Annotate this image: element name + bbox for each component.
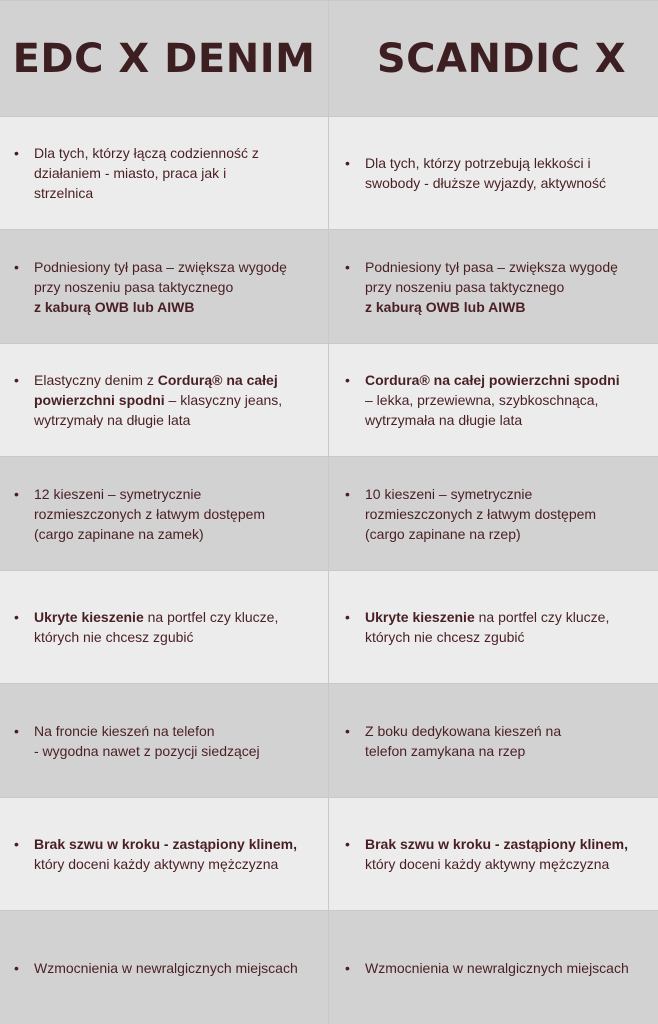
feature-text-segment: Elastyczny denim z xyxy=(34,372,158,388)
bullet-icon: • xyxy=(345,609,350,625)
feature-text-segment: – lekka, przewiewna, szybkoschnąca, wytrzymała na długie lata xyxy=(365,392,599,428)
feature-text-segment: – klasyczny jeans, wytrzymały na długie lata xyxy=(34,392,283,428)
feature-cell-right xyxy=(329,798,658,911)
list-item xyxy=(345,257,650,317)
feature-text-segment: Z boku dedykowana kieszeń na telefon zamykana na rzep xyxy=(365,722,562,759)
feature-text-bold: Ukryte kieszenie xyxy=(34,609,144,625)
bullet-icon: • xyxy=(345,155,350,171)
feature-cell-left xyxy=(0,457,329,571)
feature-text xyxy=(34,834,320,874)
feature-text xyxy=(34,370,320,430)
header-left-title: EDC X DENIM xyxy=(12,35,316,82)
feature-cell-right xyxy=(329,344,658,457)
feature-text-bold: Ukryte kieszenie xyxy=(365,609,475,625)
feature-text-segment: Podniesiony tył pasa – zwiększa wygodę przy noszeniu pasa taktycznego xyxy=(34,258,287,295)
bullet-icon: • xyxy=(14,959,19,976)
feature-text-segment: Wzmocnienia w newralgicznych miejscach xyxy=(365,959,629,976)
feature-text xyxy=(365,153,650,193)
feature-cell-right xyxy=(329,117,658,230)
list-item xyxy=(14,607,320,647)
feature-text xyxy=(365,834,650,874)
feature-cell-right xyxy=(329,571,658,684)
list-item xyxy=(14,721,320,761)
feature-cell-left xyxy=(0,911,329,1024)
feature-text xyxy=(34,143,320,203)
feature-cell-right xyxy=(329,911,658,1024)
list-item xyxy=(345,834,650,874)
bullet-icon: • xyxy=(14,722,19,739)
feature-text xyxy=(34,607,320,647)
feature-cell-left xyxy=(0,344,329,457)
bullet-icon: • xyxy=(345,485,350,502)
feature-text-bold: Cordura® na całej powierzchni spodni xyxy=(365,372,620,388)
feature-text xyxy=(34,257,320,317)
bullet-icon: • xyxy=(14,836,19,852)
feature-cell-left xyxy=(0,684,329,798)
feature-text-segment: na portfel czy klucze, których nie chcesz zgubić xyxy=(34,609,279,645)
list-item xyxy=(345,153,650,193)
list-item xyxy=(14,257,320,317)
feature-text-bold: z kaburą OWB lub AIWB xyxy=(34,298,195,315)
feature-text-bold: Cordurą® na całej powierzchni spodni xyxy=(34,372,278,408)
feature-text-segment: 10 kieszeni – symetrycznie rozmieszczonych z łatwym dostępem (cargo zapinane na rzep) xyxy=(365,485,597,542)
bullet-icon: • xyxy=(345,258,350,275)
bullet-icon: • xyxy=(14,485,19,502)
feature-text xyxy=(365,484,650,544)
bullet-icon: • xyxy=(14,609,19,625)
bullet-icon: • xyxy=(14,372,19,388)
feature-cell-left xyxy=(0,230,329,344)
bullet-icon: • xyxy=(345,959,350,976)
feature-text xyxy=(34,721,320,761)
feature-cell-right xyxy=(329,457,658,571)
bullet-icon: • xyxy=(14,145,19,161)
feature-text-bold: Brak szwu w kroku - zastąpiony klinem, xyxy=(34,836,297,852)
feature-text-segment: Dla tych, którzy potrzebują lekkości i swobody - dłuższe wyjazdy, aktywność xyxy=(365,155,606,191)
bullet-icon: • xyxy=(345,722,350,739)
feature-cell-left xyxy=(0,798,329,911)
list-item xyxy=(14,834,320,874)
list-item xyxy=(345,721,650,761)
feature-text-segment: Podniesiony tył pasa – zwiększa wygodę przy noszeniu pasa taktycznego xyxy=(365,258,618,295)
list-item xyxy=(345,484,650,544)
feature-text xyxy=(365,607,650,647)
feature-text-bold: Brak szwu w kroku - zastąpiony klinem, xyxy=(365,836,628,852)
feature-cell-left xyxy=(0,117,329,230)
list-item xyxy=(14,143,320,203)
feature-cell-left xyxy=(0,571,329,684)
header-right-title: SCANDIC X xyxy=(376,35,627,82)
feature-text-segment: 12 kieszeni – symetrycznie rozmieszczonych z łatwym dostępem (cargo zapinane na zamek) xyxy=(34,485,266,542)
feature-text-bold: z kaburą OWB lub AIWB xyxy=(365,298,526,315)
feature-text xyxy=(365,257,650,317)
feature-text xyxy=(34,958,320,978)
feature-text xyxy=(34,484,320,544)
header-right xyxy=(329,1,658,117)
feature-cell-right xyxy=(329,230,658,344)
bullet-icon: • xyxy=(14,258,19,275)
bullet-icon: • xyxy=(345,836,350,852)
bullet-icon: • xyxy=(345,372,350,388)
feature-text-segment: Dla tych, którzy łączą codzienność z działaniem - miasto, praca jak i strzelnica xyxy=(34,145,259,201)
list-item xyxy=(345,958,650,978)
feature-text-segment: który doceni każdy aktywny mężczyzna xyxy=(34,856,279,872)
feature-text-segment: Na froncie kieszeń na telefon - wygodna nawet z pozycji siedzącej xyxy=(34,722,260,759)
feature-text xyxy=(365,370,650,430)
feature-text xyxy=(365,721,650,761)
list-item xyxy=(14,370,320,430)
feature-text-segment: Wzmocnienia w newralgicznych miejscach xyxy=(34,959,298,976)
list-item xyxy=(14,484,320,544)
feature-cell-right xyxy=(329,684,658,798)
header-left xyxy=(0,1,329,117)
list-item xyxy=(345,607,650,647)
list-item xyxy=(14,958,320,978)
list-item xyxy=(345,370,650,430)
feature-text xyxy=(365,958,650,978)
feature-text-segment: na portfel czy klucze, których nie chcesz zgubić xyxy=(365,609,610,645)
feature-text-segment: który doceni każdy aktywny mężczyzna xyxy=(365,856,610,872)
